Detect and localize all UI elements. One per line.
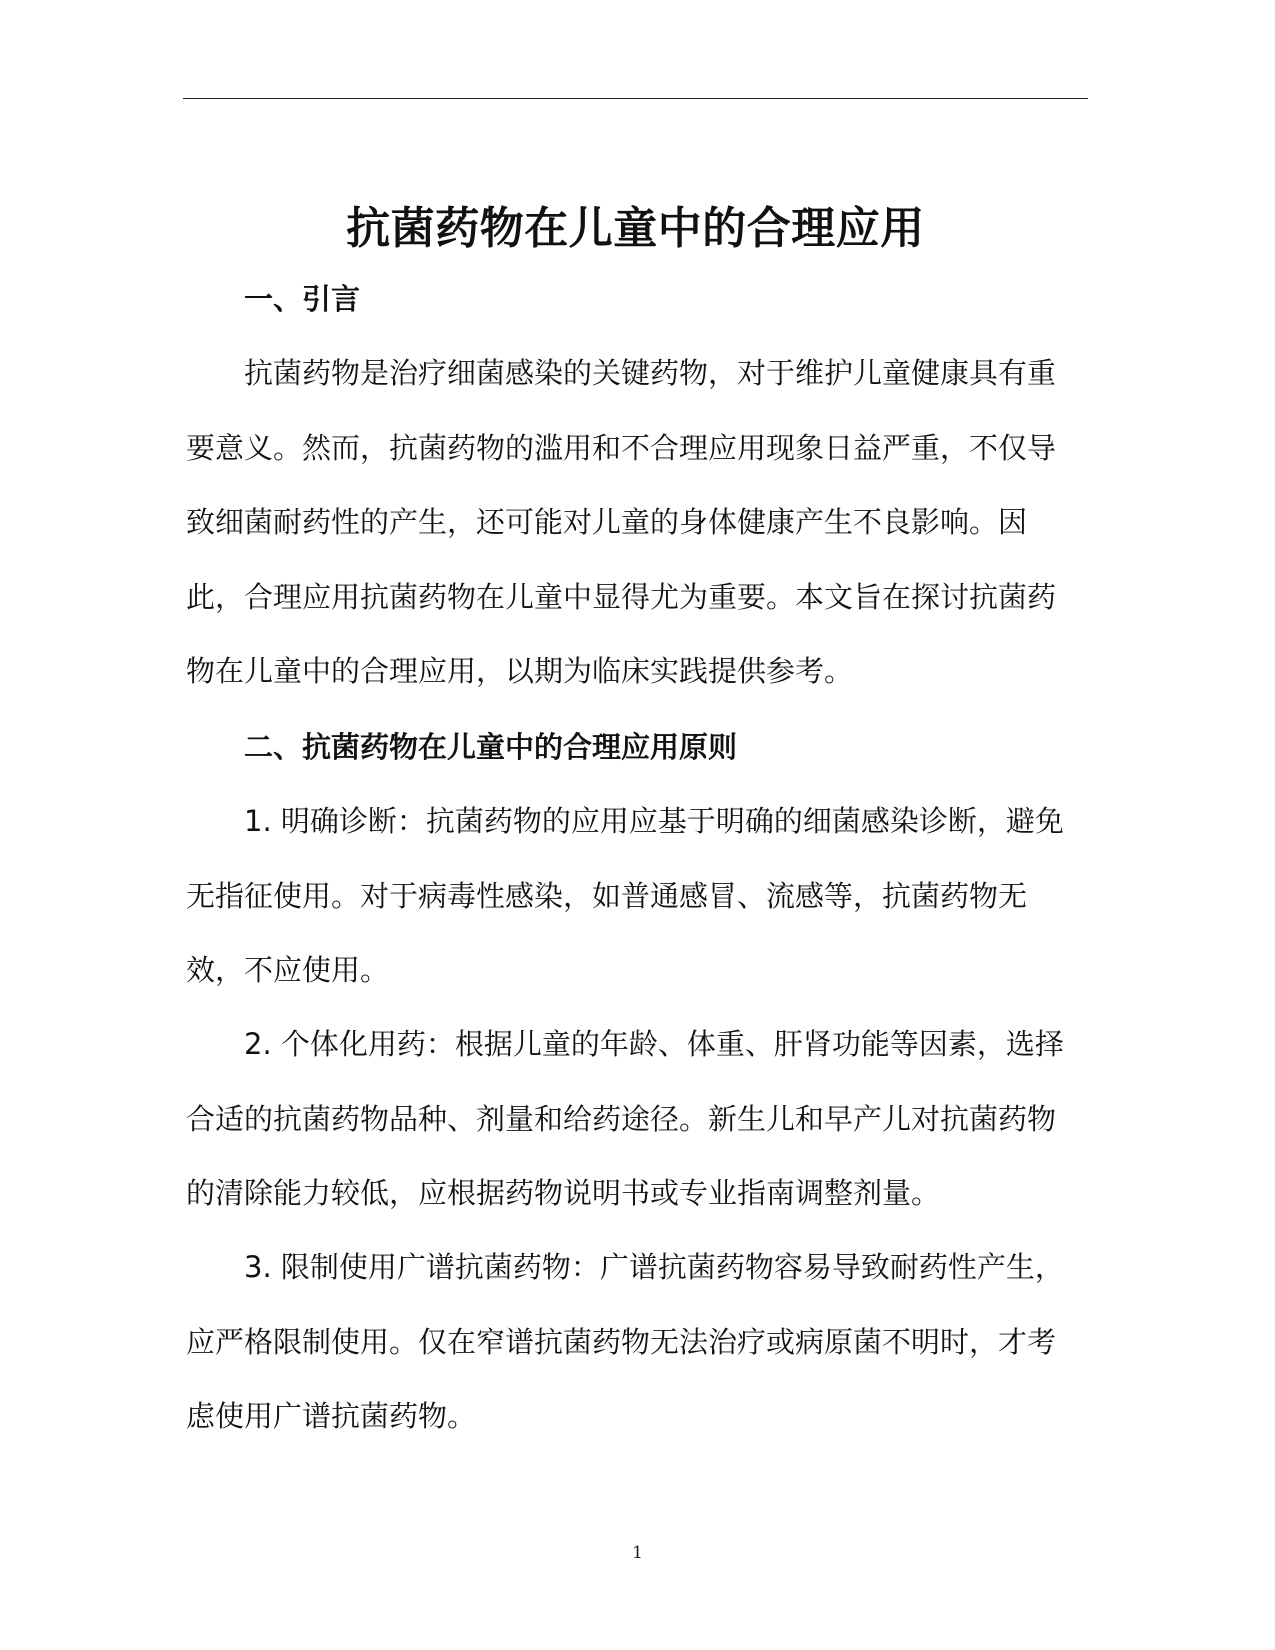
paragraph-line: 的清除能力较低，应根据药物说明书或专业指南调整剂量。 xyxy=(186,1176,941,1210)
paragraph-line: 抗菌药物是治疗细菌感染的关键药物，对于维护儿童健康具有重 xyxy=(244,356,1057,390)
section-heading-introduction: 一、引言 xyxy=(244,282,361,316)
paragraph-line: 物在儿童中的合理应用，以期为临床实践提供参考。 xyxy=(186,654,854,688)
paragraph-line: 应严格限制使用。仅在窄谱抗菌药物无法治疗或病原菌不明时，才考 xyxy=(186,1324,1057,1359)
paragraph-principle-1 xyxy=(186,784,1066,1008)
paragraph-line: 此，合理应用抗菌药物在儿童中显得尤为重要。本文旨在探讨抗菌药 xyxy=(186,579,1057,614)
paragraph-line: 3. 限制使用广谱抗菌药物：广谱抗菌药物容易导致耐药性产生， xyxy=(244,1250,1064,1284)
document-title: 抗菌药物在儿童中的合理应用 xyxy=(346,203,925,255)
page-number: 1 xyxy=(632,1543,643,1563)
paragraph-line: 1. 明确诊断：抗菌药物的应用应基于明确的细菌感染诊断，避免 xyxy=(244,804,1064,838)
paragraph-line: 合适的抗菌药物品种、剂量和给药途径。新生儿和早产儿对抗菌药物 xyxy=(186,1101,1057,1136)
paragraph-line: 无指征使用。对于病毒性感染，如普通感冒、流感等，抗菌药物无 xyxy=(186,878,1028,913)
paragraph-principle-2 xyxy=(186,1007,1066,1231)
paragraph-principle-3 xyxy=(186,1230,1066,1454)
paragraph-line: 效，不应使用。 xyxy=(186,953,390,987)
paragraph-line: 致细菌耐药性的产生，还可能对儿童的身体健康产生不良影响。因 xyxy=(186,505,1028,539)
paragraph-line: 虑使用广谱抗菌药物。 xyxy=(186,1399,477,1433)
paragraph-line: 要意义。然而，抗菌药物的滥用和不合理应用现象日益严重，不仅导 xyxy=(186,430,1057,465)
header-rule xyxy=(183,98,1088,99)
section-heading-principles: 二、抗菌药物在儿童中的合理应用原则 xyxy=(244,730,738,764)
paragraph-line: 2. 个体化用药：根据儿童的年龄、体重、肝肾功能等因素，选择 xyxy=(244,1027,1064,1061)
paragraph-introduction xyxy=(186,336,1066,709)
